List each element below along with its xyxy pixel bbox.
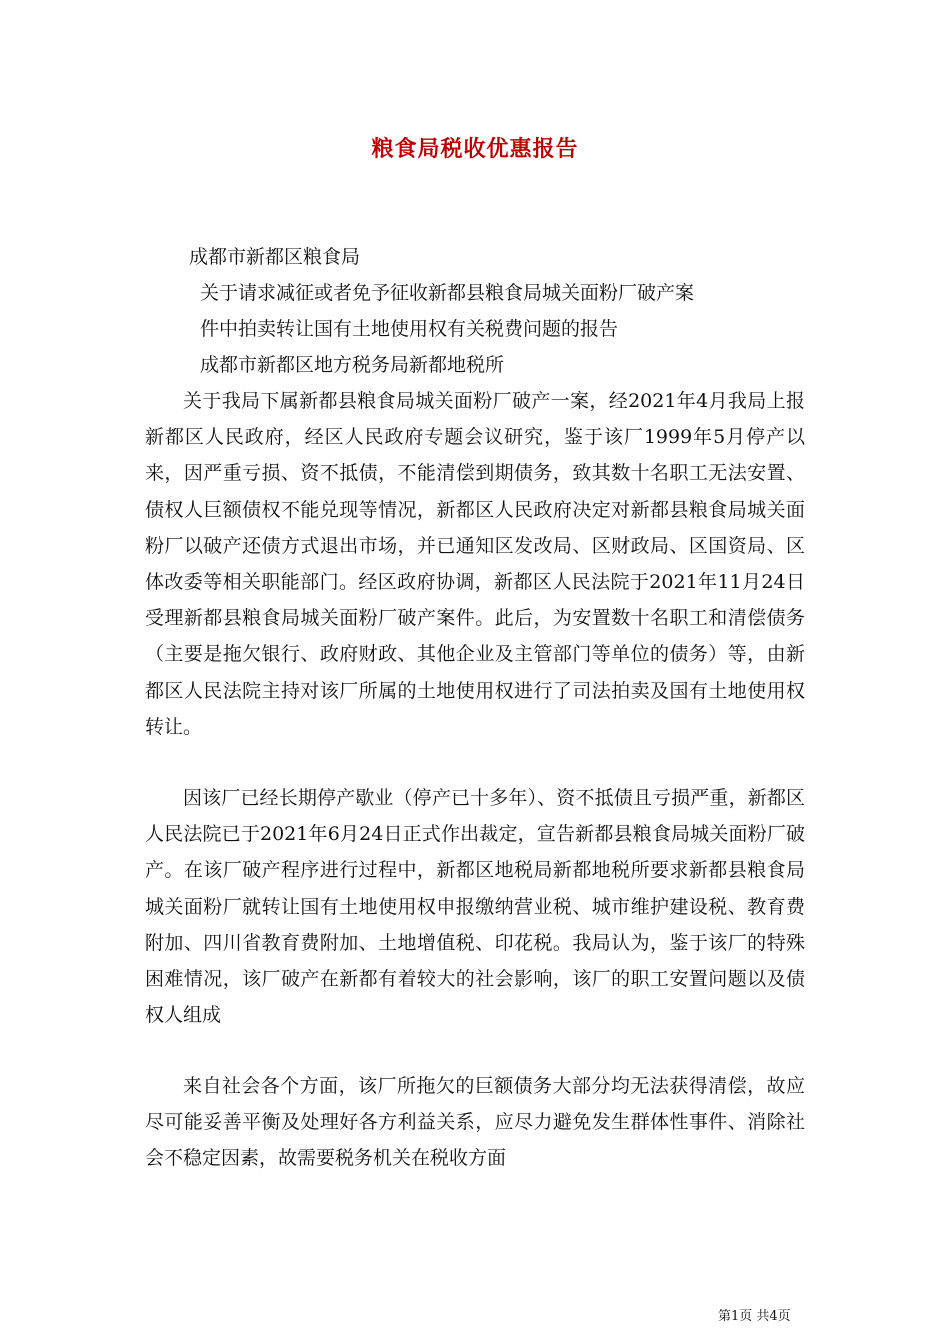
body-paragraph-3: 来自社会各个方面，该厂所拖欠的巨额债务大部分均无法获得清偿，故应尽可能妥善平衡及处理好各方利益关系，应尽力避免发生群体性事件、消除社会不稳定因素，故需要税务机关在税收方面: [145, 1075, 805, 1170]
page-number: 第1页 共4页: [718, 1309, 791, 1324]
document-title: 粮食局税收优惠报告: [371, 136, 579, 162]
sender-line: 成都市新都区粮食局: [189, 246, 361, 268]
body-paragraph-2: 因该厂已经长期停产歇业（停产已十多年）、资不抵债且亏损严重，新都区人民法院已于2021年6月24日正式作出裁定，宣告新都县粮食局城关面粉厂破产。在该厂破产程序进行过程中，新都区地税局新都地税所要求新都县粮食局城关面粉厂就转让国有土地使用权申报缴纳营业税、城市维护建设税、教育费附加、四川省教育费附加、土地增值税、印花税。我局认为，鉴于该厂的特殊困难情况，该厂破产在新都有着较大的社会影响，该厂的职工安置问题以及债权人组成: [145, 787, 805, 1027]
subject-line-1: 关于请求减征或者免予征收新都县粮食局城关面粉厂破产案: [200, 282, 695, 304]
recipient-line: 成都市新都区地方税务局新都地税所: [200, 354, 505, 376]
subject-line-2: 件中拍卖转让国有土地使用权有关税费问题的报告: [200, 318, 619, 340]
body-paragraph-1: 关于我局下属新都县粮食局城关面粉厂破产一案，经2021年4月我局上报新都区人民政府，经区人民政府专题会议研究，鉴于该厂1999年5月停产以来，因严重亏损、资不抵债，不能清偿到期债务，致其数十名职工无法安置、债权人巨额债权不能兑现等情况，新都区人民政府决定对新都县粮食局城关面粉厂以破产还债方式退出市场，并已通知区发改局、区财政局、区国资局、区体改委等相关职能部门。经区政府协调，新都区人民法院于2021年11月24日受理新都县粮食局城关面粉厂破产案件。此后，为安置数十名职工和清偿债务（主要是拖欠银行、政府财政、其他企业及主管部门等单位的债务）等，由新都区人民法院主持对该厂所属的土地使用权进行了司法拍卖及国有土地使用权转让。: [145, 390, 805, 738]
